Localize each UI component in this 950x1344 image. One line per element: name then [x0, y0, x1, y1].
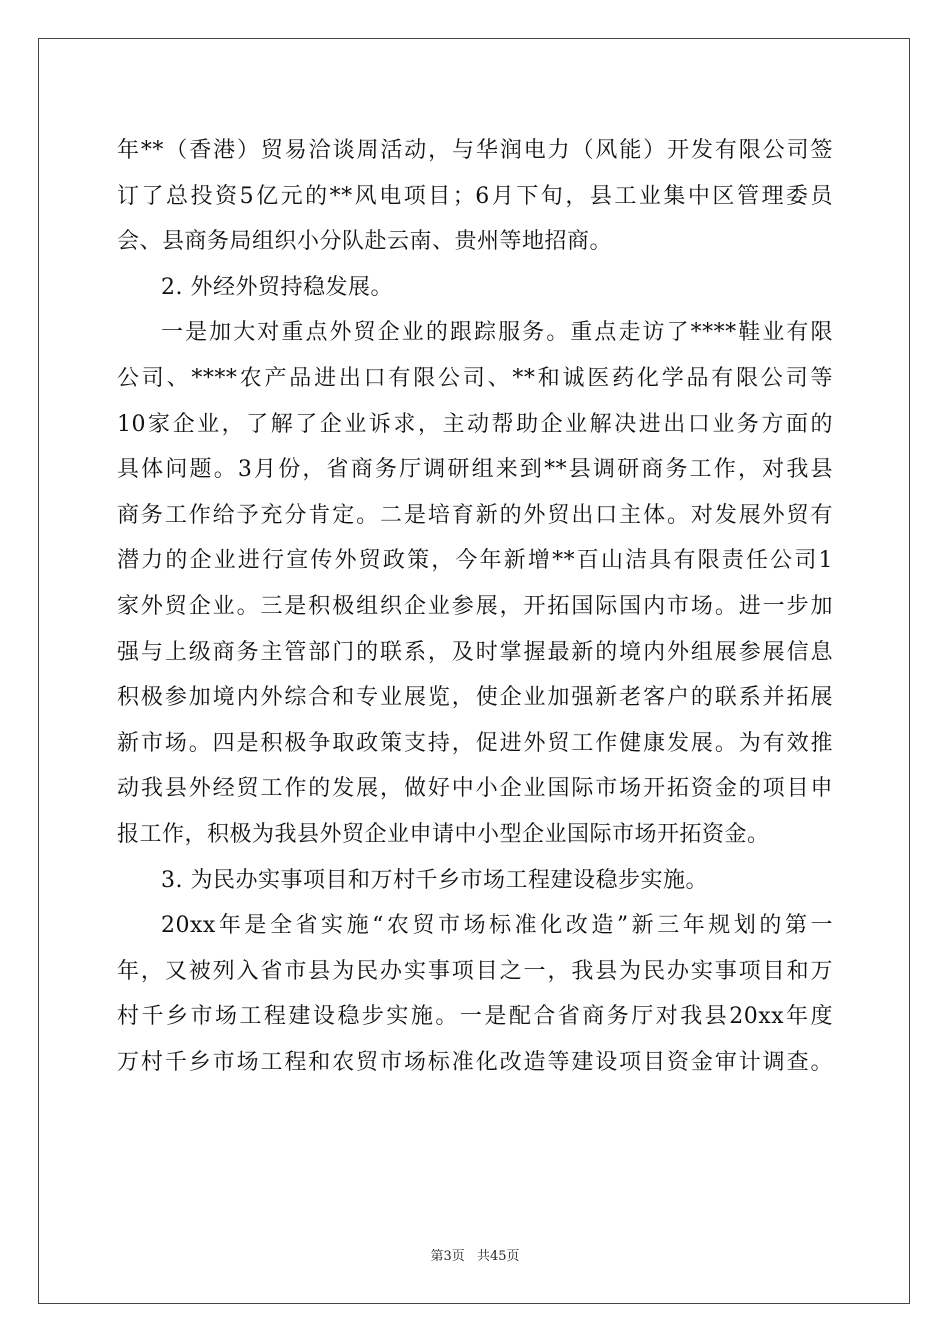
text-line: 3. 为民办实事项目和万村千乡市场工程建设稳步实施。	[161, 867, 708, 893]
text-line: 村千乡市场工程建设稳步实施。一是配合省商务厅对我县20xx年度	[117, 1004, 833, 1030]
text-line: 一是加大对重点外贸企业的跟踪服务。重点走访了****鞋业有限	[161, 320, 833, 346]
text-line: 年，又被列入省市县为民办实事项目之一，我县为民办实事项目和万	[117, 958, 833, 984]
text-line: 订了总投资5亿元的**风电项目；6月下旬，县工业集中区管理委员	[117, 183, 833, 209]
text-line: 20xx年是全省实施“农贸市场标准化改造”新三年规划的第一	[161, 913, 833, 939]
text-line: 2. 外经外贸持稳发展。	[161, 274, 393, 300]
text-line: 会、县商务局组织小分队赴云南、贵州等地招商。	[117, 229, 613, 255]
text-line: 动我县外经贸工作的发展，做好中小企业国际市场开拓资金的项目申	[117, 776, 833, 802]
text-line: 10家企业，了解了企业诉求，主动帮助企业解决进出口业务方面的	[117, 411, 833, 437]
text-line: 潜力的企业进行宣传外贸政策，今年新增**百山洁具有限责任公司1	[117, 548, 833, 574]
text-line: 积极参加境内外综合和专业展览，使企业加强新老客户的联系并拓展	[117, 685, 833, 711]
current-page-label: 第3页	[430, 1249, 465, 1264]
text-line: 具体问题。3月份，省商务厅调研组来到**县调研商务工作，对我县	[117, 457, 833, 483]
text-line: 家外贸企业。三是积极组织企业参展，开拓国际国内市场。进一步加	[117, 593, 833, 619]
text-line: 万村千乡市场工程和农贸市场标准化改造等建设项目资金审计调查。	[117, 1049, 833, 1075]
document-body	[117, 128, 833, 1085]
total-pages-label: 共45页	[476, 1249, 520, 1264]
page-footer	[0, 1245, 950, 1264]
text-line: 公司、****农产品进出口有限公司、**和诚医药化学品有限公司等	[117, 365, 833, 391]
text-line: 商务工作给予充分肯定。二是培育新的外贸出口主体。对发展外贸有	[117, 502, 833, 528]
text-line: 年**（香港）贸易洽谈周活动，与华润电力（风能）开发有限公司签	[117, 138, 833, 163]
text-line: 报工作，积极为我县外贸企业申请中小型企业国际市场开拓资金。	[117, 821, 770, 847]
text-line: 强与上级商务主管部门的联系，及时掌握最新的境内外组展参展信息	[117, 639, 833, 665]
text-line: 新市场。四是积极争取政策支持，促进外贸工作健康发展。为有效推	[117, 730, 833, 756]
